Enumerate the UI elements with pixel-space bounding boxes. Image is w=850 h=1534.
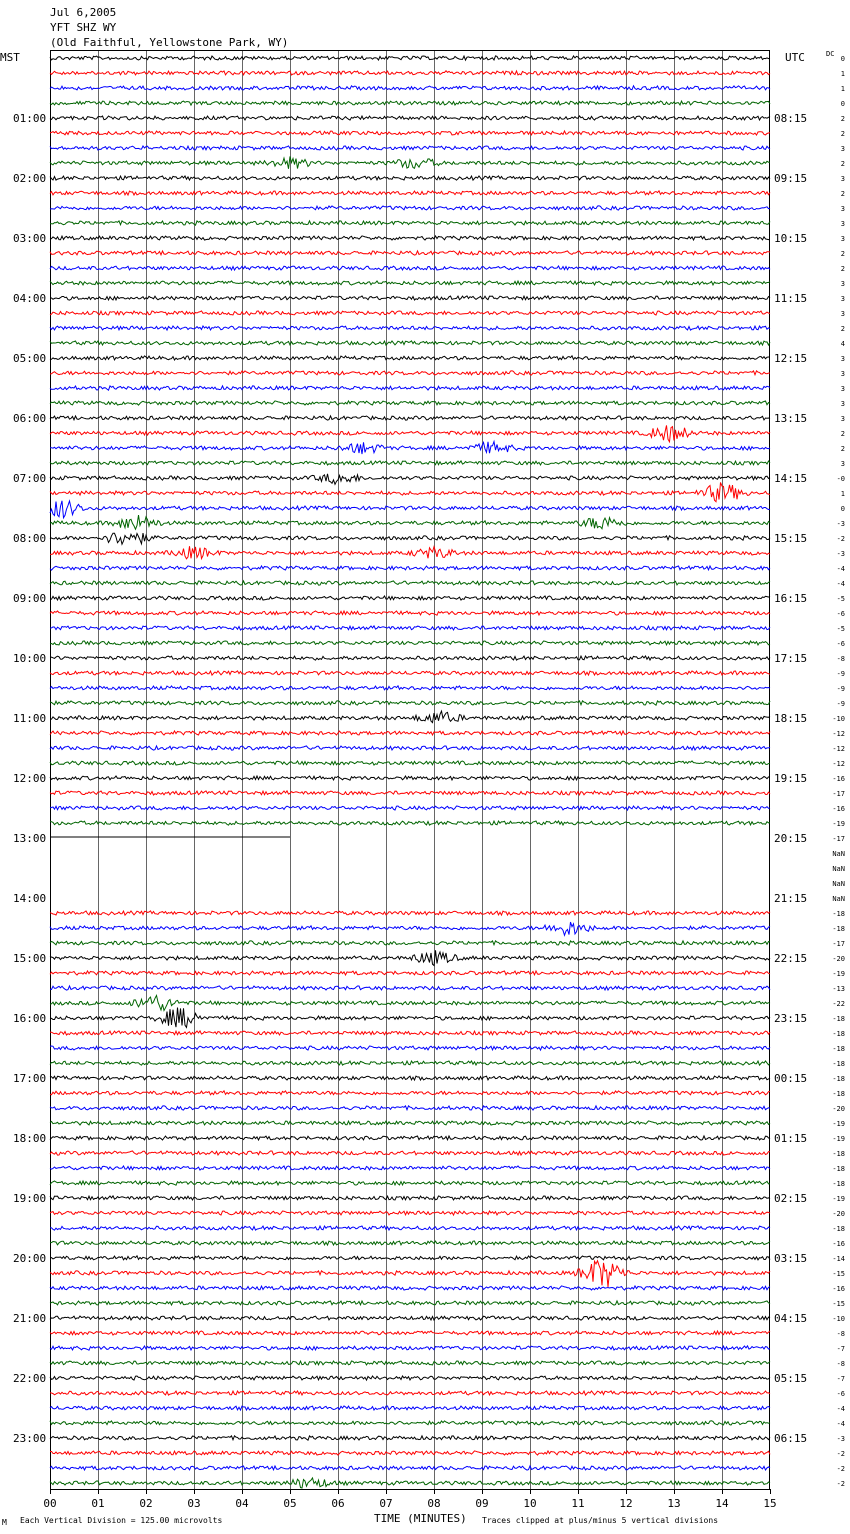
utc-hour-label: 00:15: [774, 1072, 808, 1085]
trace-row: [50, 401, 770, 405]
trace-row: [50, 1256, 770, 1260]
x-tick-label: 02: [139, 1497, 153, 1510]
dc-offset-label: -9: [836, 670, 845, 678]
utc-hour-label: 06:15: [774, 1432, 808, 1445]
dc-offset-label: -3: [836, 550, 845, 558]
utc-hour-label: 19:15: [774, 772, 808, 785]
utc-hour-label: 20:15: [774, 832, 808, 845]
dc-offset-label: NaN: [832, 895, 845, 903]
dc-offset-label: -12: [832, 760, 845, 768]
dc-offset-label: -9: [836, 685, 845, 693]
dc-offset-label: 2: [840, 265, 845, 273]
trace-row: [50, 191, 770, 195]
dc-offset-label: -18: [832, 1225, 845, 1233]
dc-offset-label: 0: [840, 100, 845, 108]
trace-row: [50, 281, 770, 285]
trace-row: [50, 950, 770, 965]
dc-offset-label: 3: [840, 400, 845, 408]
time-gridlines: [99, 51, 723, 1489]
mst-hour-label: 19:00: [13, 1192, 47, 1205]
scale-note: Each Vertical Division = 125.00 microvolts: [20, 1516, 223, 1525]
trace-row: [50, 131, 770, 135]
trace-row: [50, 1121, 770, 1125]
dc-offset-label: 1: [840, 85, 845, 93]
x-tick-label: 14: [715, 1497, 729, 1510]
footer-mark: M: [2, 1518, 7, 1527]
trace-row: [50, 791, 770, 795]
dc-offset-label: -19: [832, 820, 845, 828]
trace-row: [50, 86, 770, 90]
trace-row: [50, 442, 770, 455]
trace-row: [50, 101, 770, 105]
dc-offset-label: -18: [832, 1060, 845, 1068]
dc-offset-label: -18: [832, 1165, 845, 1173]
dc-offset-label: -5: [836, 625, 845, 633]
trace-row: [50, 641, 770, 645]
trace-row: [50, 1241, 770, 1245]
trace-row: [50, 146, 770, 150]
dc-offset-label: -19: [832, 1135, 845, 1143]
dc-offset-label: 2: [840, 445, 845, 453]
mst-hour-label: 09:00: [13, 592, 47, 605]
trace-row: [50, 1226, 770, 1230]
dc-offset-label: -4: [836, 1420, 845, 1428]
trace-row: [50, 626, 770, 630]
trace-row: [50, 1286, 770, 1290]
dc-offset-label: -18: [832, 1045, 845, 1053]
trace-row: [50, 206, 770, 210]
mst-hour-label: 11:00: [13, 712, 47, 725]
dc-offset-label: -10: [832, 715, 845, 723]
trace-row: [50, 1478, 770, 1488]
x-tick-label: 07: [379, 1497, 393, 1510]
trace-row: [50, 251, 770, 255]
utc-hour-label: 14:15: [774, 472, 808, 485]
mst-hour-label: 20:00: [13, 1252, 47, 1265]
trace-row: [50, 821, 770, 825]
mst-hour-label: 14:00: [13, 892, 47, 905]
dc-offset-label: -2: [836, 1465, 845, 1473]
trace-row: [50, 326, 770, 330]
utc-hour-label: 10:15: [774, 232, 808, 245]
dc-column-title: DC: [826, 50, 835, 58]
trace-row: [50, 656, 770, 660]
dc-offset-label: NaN: [832, 850, 845, 858]
trace-row: [50, 501, 770, 518]
dc-offset-label: -14: [832, 1255, 845, 1263]
trace-row: [50, 1008, 770, 1028]
header-location: (Old Faithful, Yellowstone Park, WY): [50, 36, 289, 49]
trace-row: [50, 1136, 770, 1140]
header-date: Jul 6,2005: [50, 6, 117, 19]
dc-offset-label: -4: [836, 580, 845, 588]
trace-row: [50, 1421, 770, 1425]
dc-offset-label: -17: [832, 790, 845, 798]
dc-offset-label: -7: [836, 1345, 845, 1353]
dc-offset-label: -15: [832, 1300, 845, 1308]
trace-row: [50, 971, 770, 975]
trace-row: [50, 776, 770, 780]
dc-offset-label: -18: [832, 910, 845, 918]
trace-row: [50, 1376, 770, 1380]
dc-offset-label: -16: [832, 1240, 845, 1248]
trace-row: [50, 221, 770, 225]
dc-offset-label: -12: [832, 745, 845, 753]
mst-hour-label: 07:00: [13, 472, 47, 485]
header-station: YFT SHZ WY: [50, 21, 117, 34]
mst-hour-labels: [13, 112, 46, 1445]
trace-row: [50, 1046, 770, 1050]
trace-row: [50, 386, 770, 390]
dc-offset-label: -18: [832, 1015, 845, 1023]
trace-row: [50, 156, 770, 168]
dc-offset-label: 2: [840, 115, 845, 123]
trace-row: [50, 806, 770, 810]
trace-row: [50, 371, 770, 375]
dc-offset-label: -15: [832, 1270, 845, 1278]
dc-offset-label: -6: [836, 640, 845, 648]
dc-offset-label: -3: [836, 1435, 845, 1443]
mst-hour-label: 21:00: [13, 1312, 47, 1325]
trace-row: [50, 711, 770, 723]
dc-offset-label: -10: [832, 1315, 845, 1323]
trace-row: [50, 1451, 770, 1455]
trace-row: [50, 1406, 770, 1410]
utc-hour-label: 18:15: [774, 712, 808, 725]
left-axis-title: MST: [0, 51, 20, 64]
trace-row: [50, 761, 770, 765]
mst-hour-label: 16:00: [13, 1012, 47, 1025]
dc-offset-label: -12: [832, 730, 845, 738]
trace-row: [50, 731, 770, 735]
trace-row: [50, 922, 770, 935]
dc-offset-label: NaN: [832, 880, 845, 888]
dc-offset-label: -4: [836, 1405, 845, 1413]
dc-offset-label: 1: [840, 490, 845, 498]
trace-row: [50, 482, 770, 501]
dc-offset-label: -8: [836, 1330, 845, 1338]
dc-offset-label: 2: [840, 325, 845, 333]
utc-hour-label: 05:15: [774, 1372, 808, 1385]
x-tick-label: 06: [331, 1497, 345, 1510]
x-tick-label: 13: [667, 1497, 681, 1510]
dc-offset-label: -16: [832, 775, 845, 783]
dc-offset-label: 3: [840, 310, 845, 318]
mst-hour-label: 05:00: [13, 352, 47, 365]
mst-hour-label: 10:00: [13, 652, 47, 665]
trace-row: [50, 1106, 770, 1110]
utc-hour-label: 23:15: [774, 1012, 808, 1025]
clip-note: Traces clipped at plus/minus 5 vertical divisions: [482, 1516, 719, 1525]
dc-offset-label: 3: [840, 355, 845, 363]
dc-offset-label: -18: [832, 1075, 845, 1083]
utc-hour-labels: [774, 112, 807, 1445]
trace-row: [50, 1346, 770, 1350]
x-tick-label: 03: [187, 1497, 201, 1510]
dc-offset-label: 3: [840, 205, 845, 213]
dc-offset-label: -2: [836, 1450, 845, 1458]
x-tick-label: 11: [571, 1497, 585, 1510]
x-tick-label: 15: [763, 1497, 777, 1510]
dc-offset-label: 2: [840, 250, 845, 258]
dc-offset-label: 4: [840, 340, 845, 348]
x-tick-label: 12: [619, 1497, 633, 1510]
utc-hour-label: 16:15: [774, 592, 808, 605]
dc-offset-label: 3: [840, 145, 845, 153]
x-axis-ticks: [43, 1489, 776, 1510]
trace-row: [50, 296, 770, 300]
x-tick-label: 08: [427, 1497, 441, 1510]
trace-row: [50, 1466, 770, 1470]
trace-row: [50, 533, 770, 544]
x-tick-label: 00: [43, 1497, 57, 1510]
trace-row: [50, 236, 770, 240]
utc-hour-label: 09:15: [774, 172, 808, 185]
mst-hour-label: 02:00: [13, 172, 47, 185]
trace-row: [50, 266, 770, 270]
dc-offset-label: 3: [840, 220, 845, 228]
trace-row: [50, 425, 770, 441]
dc-offset-label: 2: [840, 160, 845, 168]
utc-hour-label: 03:15: [774, 1252, 808, 1265]
dc-offset-label: -19: [832, 1120, 845, 1128]
mst-hour-label: 15:00: [13, 952, 47, 965]
mst-hour-label: 04:00: [13, 292, 47, 305]
trace-row: [50, 356, 770, 360]
dc-offset-label: 3: [840, 385, 845, 393]
trace-row: [50, 566, 770, 570]
x-tick-label: 05: [283, 1497, 297, 1510]
dc-offset-label: -3: [836, 520, 845, 528]
utc-hour-label: 22:15: [774, 952, 808, 965]
dc-offset-label: -18: [832, 1180, 845, 1188]
dc-offset-label: -8: [836, 1360, 845, 1368]
dc-offset-labels: [832, 55, 845, 1488]
dc-offset-label: -16: [832, 1285, 845, 1293]
dc-offset-label: -20: [832, 1105, 845, 1113]
dc-offset-label: -18: [832, 925, 845, 933]
mst-hour-label: 17:00: [13, 1072, 47, 1085]
dc-offset-label: -6: [836, 1390, 845, 1398]
dc-offset-label: -13: [832, 985, 845, 993]
dc-offset-label: -9: [836, 700, 845, 708]
dc-offset-label: -17: [832, 835, 845, 843]
trace-row: [50, 596, 770, 600]
dc-offset-label: -22: [832, 1000, 845, 1008]
utc-hour-label: 21:15: [774, 892, 808, 905]
trace-row: [50, 311, 770, 315]
dc-offset-label: -18: [832, 1090, 845, 1098]
dc-offset-label: 2: [840, 190, 845, 198]
utc-hour-label: 13:15: [774, 412, 808, 425]
dc-offset-label: 3: [840, 175, 845, 183]
dc-offset-label: -16: [832, 805, 845, 813]
trace-row: [50, 1331, 770, 1335]
dc-offset-label: -4: [836, 565, 845, 573]
dc-offset-label: 0: [840, 55, 845, 63]
trace-row: [50, 515, 770, 529]
trace-row: [50, 416, 770, 420]
dc-offset-label: 3: [840, 295, 845, 303]
mst-hour-label: 01:00: [13, 112, 47, 125]
trace-row: [50, 546, 770, 559]
trace-row: [50, 71, 770, 75]
trace-row: [50, 686, 770, 690]
dc-offset-label: -0: [836, 475, 845, 483]
dc-offset-label: -7: [836, 1375, 845, 1383]
dc-offset-label: NaN: [832, 865, 845, 873]
dc-offset-label: 1: [840, 70, 845, 78]
dc-offset-label: -5: [836, 595, 845, 603]
dc-offset-label: 3: [840, 235, 845, 243]
trace-row: [50, 1211, 770, 1215]
dc-offset-label: -2: [836, 1480, 845, 1488]
trace-row: [50, 474, 770, 485]
dc-offset-label: -20: [832, 955, 845, 963]
trace-row: [50, 56, 770, 60]
mst-hour-label: 13:00: [13, 832, 47, 845]
trace-row: [50, 941, 770, 945]
utc-hour-label: 12:15: [774, 352, 808, 365]
trace-row: [50, 1361, 770, 1365]
dc-offset-label: -2: [836, 535, 845, 543]
mst-hour-label: 18:00: [13, 1132, 47, 1145]
trace-row: [50, 1166, 770, 1170]
mst-hour-label: 22:00: [13, 1372, 47, 1385]
seismic-traces: [50, 56, 770, 1488]
trace-row: [50, 1301, 770, 1305]
dc-offset-label: -17: [832, 940, 845, 948]
utc-hour-label: 15:15: [774, 532, 808, 545]
utc-hour-label: 04:15: [774, 1312, 808, 1325]
trace-row: [50, 1261, 770, 1287]
dc-offset-label: 3: [840, 280, 845, 288]
dc-offset-label: -8: [836, 655, 845, 663]
dc-offset-label: 3: [840, 415, 845, 423]
utc-hour-label: 17:15: [774, 652, 808, 665]
dc-offset-label: 2: [840, 430, 845, 438]
utc-hour-label: 01:15: [774, 1132, 808, 1145]
trace-row: [50, 1181, 770, 1185]
dc-offset-label: -18: [832, 1030, 845, 1038]
trace-row: [50, 911, 770, 915]
x-axis-title: TIME (MINUTES): [374, 1512, 467, 1525]
utc-hour-label: 11:15: [774, 292, 808, 305]
dc-offset-label: -6: [836, 610, 845, 618]
dc-offset-label: 3: [840, 370, 845, 378]
trace-row: [50, 1391, 770, 1395]
trace-row: [50, 1316, 770, 1320]
trace-row: [50, 995, 770, 1010]
dc-offset-label: -19: [832, 1195, 845, 1203]
trace-row: [50, 611, 770, 615]
trace-row: [50, 116, 770, 120]
dc-offset-label: -19: [832, 970, 845, 978]
mst-hour-label: 06:00: [13, 412, 47, 425]
trace-row: [50, 746, 770, 750]
x-tick-label: 09: [475, 1497, 489, 1510]
trace-row: [50, 986, 770, 990]
x-tick-label: 04: [235, 1497, 249, 1510]
trace-row: [50, 1061, 770, 1065]
mst-hour-label: 08:00: [13, 532, 47, 545]
trace-row: [50, 1436, 770, 1440]
trace-row: [50, 1031, 770, 1035]
right-axis-title: UTC: [785, 51, 805, 64]
trace-row: [50, 1151, 770, 1155]
dc-offset-label: 0: [840, 505, 845, 513]
utc-hour-label: 08:15: [774, 112, 808, 125]
dc-offset-label: 2: [840, 130, 845, 138]
mst-hour-label: 03:00: [13, 232, 47, 245]
trace-row: [50, 581, 770, 585]
dc-offset-label: -18: [832, 1150, 845, 1158]
trace-row: [50, 1076, 770, 1080]
trace-row: [50, 671, 770, 675]
trace-row: [50, 1091, 770, 1095]
trace-row: [50, 341, 770, 345]
utc-hour-label: 02:15: [774, 1192, 808, 1205]
x-tick-label: 01: [91, 1497, 105, 1510]
trace-row: [50, 461, 770, 465]
dc-offset-label: 3: [840, 460, 845, 468]
dc-offset-label: -20: [832, 1210, 845, 1218]
trace-row: [50, 701, 770, 705]
trace-row: [50, 176, 770, 180]
mst-hour-label: 23:00: [13, 1432, 47, 1445]
trace-row: [50, 1196, 770, 1200]
mst-hour-label: 12:00: [13, 772, 47, 785]
x-tick-label: 10: [523, 1497, 537, 1510]
